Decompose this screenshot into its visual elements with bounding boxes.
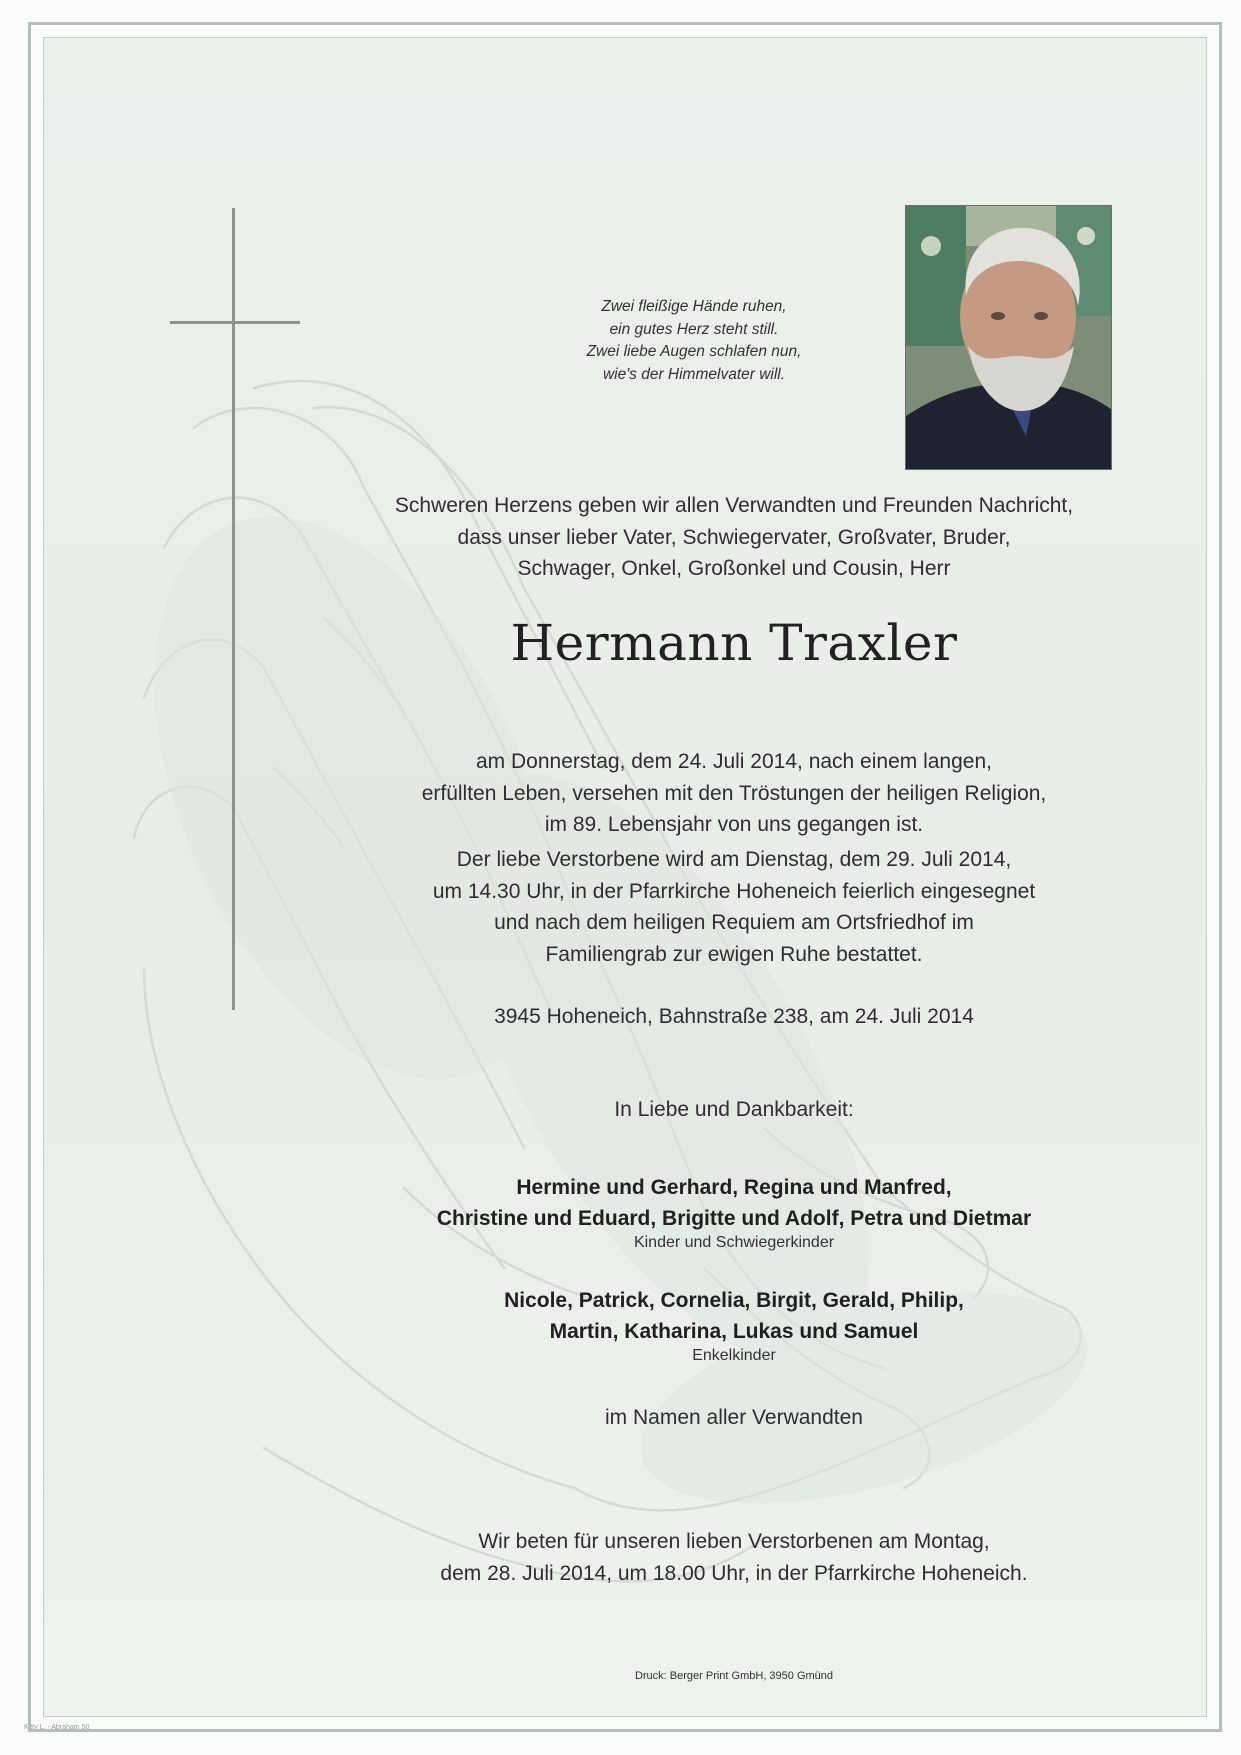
children-names-line: Christine und Eduard, Brigitte und Adolf, Petra und Dietmar <box>436 1207 1032 1230</box>
intro-paragraph <box>224 490 1207 585</box>
grandchildren-names-line: Martin, Katharina, Lukas und Samuel <box>549 1320 919 1343</box>
portrait-photo <box>905 205 1112 470</box>
grandchildren-relation: Enkelkinder <box>692 1347 776 1364</box>
prayer-line: Wir beten für unseren lieben Verstorbenen am Montag, <box>478 1530 990 1553</box>
children-names-line: Hermine und Gerhard, Regina und Manfred, <box>516 1176 952 1199</box>
place-date: 3945 Hoheneich, Bahnstraße 238, am 24. Juli 2014 <box>494 1005 974 1028</box>
children-names <box>224 1172 1207 1234</box>
grandchildren-names <box>224 1285 1207 1347</box>
funeral-line: um 14.30 Uhr, in der Pfarrkirche Hoheneich feierlich eingesegnet <box>432 879 1036 903</box>
poem-line: wie's der Himmelvater will. <box>602 365 786 383</box>
death-notice-line: im 89. Lebensjahr von uns gegangen ist. <box>544 813 924 836</box>
children-relation: Kinder und Schwiegerkinder <box>633 1234 835 1251</box>
funeral-line: Der liebe Verstorbene wird am Dienstag, dem 29. Juli 2014, <box>456 848 1012 871</box>
death-notice-line: erfüllten Leben, versehen mit den Tröstungen der heiligen Religion, <box>421 781 1047 805</box>
intro-line: Schweren Herzens geben wir allen Verwandten und Freunden Nachricht, <box>394 494 1074 517</box>
relatives-line: im Namen aller Verwandten <box>605 1406 863 1429</box>
portrait-image <box>906 206 1112 470</box>
memorial-poem <box>514 296 874 386</box>
poem-line: ein gutes Herz steht still. <box>609 320 779 338</box>
funeral-line: Familiengrab zur ewigen Ruhe bestattet. <box>545 942 923 966</box>
deceased-name: Hermann Traxler <box>510 614 958 672</box>
prayer-paragraph <box>224 1526 1207 1589</box>
death-notice-paragraph <box>224 746 1207 841</box>
printer-credit: Druck: Berger Print GmbH, 3950 Gmünd <box>634 1670 834 1682</box>
death-notice-line: am Donnerstag, dem 24. Juli 2014, nach einem langen, <box>476 750 992 773</box>
obituary-card <box>28 22 1222 1732</box>
funeral-paragraph <box>224 844 1207 970</box>
card-inner <box>43 37 1207 1717</box>
poem-line: Zwei fleißige Hände ruhen, <box>601 298 787 315</box>
poem-line: Zwei liebe Augen schlafen nun, <box>586 343 802 360</box>
funeral-line: und nach dem heiligen Requiem am Ortsfriedhof im <box>494 911 974 934</box>
gratitude-line: In Liebe und Dankbarkeit: <box>614 1098 854 1121</box>
intro-line: Schwager, Onkel, Großonkel und Cousin, Herr <box>517 557 951 580</box>
grandchildren-names-line: Nicole, Patrick, Cornelia, Birgit, Gerald, Philip, <box>504 1289 964 1312</box>
prayer-line: dem 28. Juli 2014, um 18.00 Uhr, in der Pfarrkirche Hoheneich. <box>440 1561 1028 1585</box>
side-margin-note: Kitty L. - Abraham 50 <box>24 1724 90 1731</box>
intro-line: dass unser lieber Vater, Schwiegervater, Großvater, Bruder, <box>457 525 1011 549</box>
cross-horizontal-bar <box>170 321 300 324</box>
